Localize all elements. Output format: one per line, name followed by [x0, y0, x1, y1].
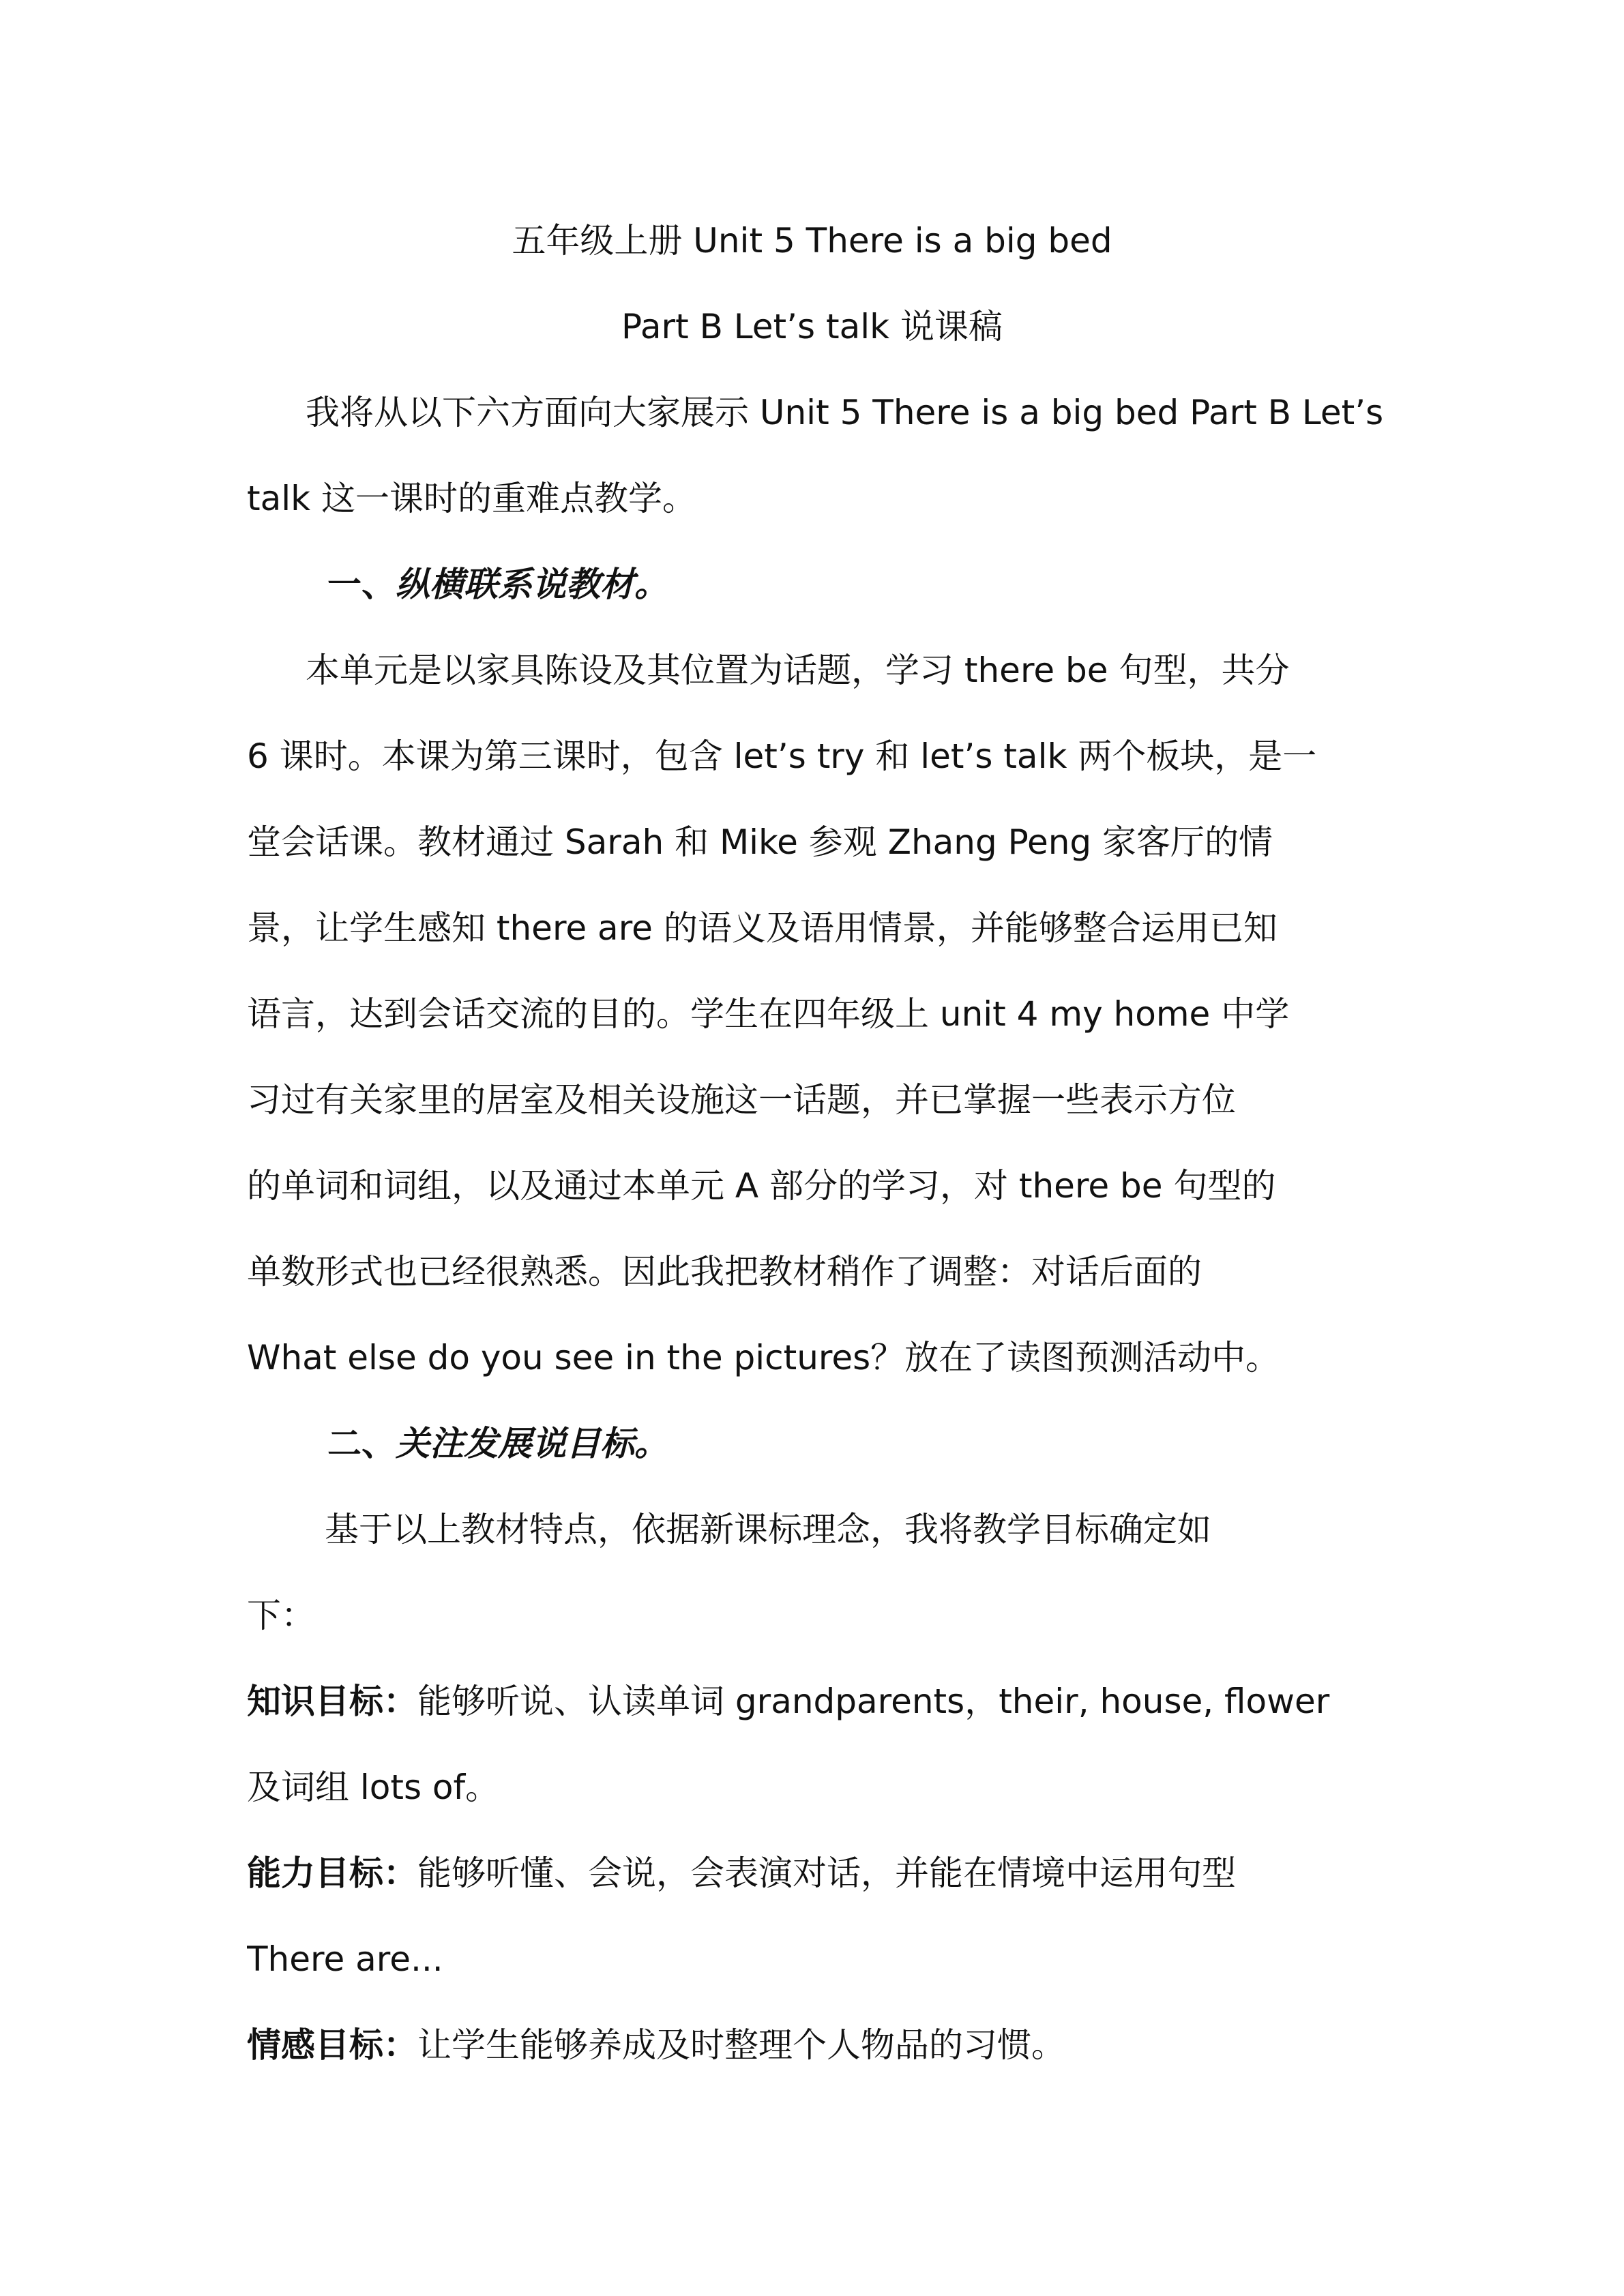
section-1-line: 习过有关家里的居室及相关设施这一话题，并已掌握一些表示方位: [247, 1080, 1236, 1120]
ability-goal-text: 能够听懂、会说，会表演对话，并能在情境中运用句型: [417, 1853, 1236, 1893]
emotion-goal-text: 让学生能够养成及时整理个人物品的习惯。: [417, 2025, 1065, 2065]
section-1-line: 本单元是以家具陈设及其位置为话题，学习 there be 句型，共分: [306, 651, 1290, 690]
section-2-heading: [327, 1418, 1391, 1469]
section-1-line: What else do you see in the pictures？放在了读图预测活动中。: [247, 1338, 1280, 1377]
section-2-line: 基于以上教材特点，依据新课标理念，我将教学目标确定如: [325, 1510, 1211, 1549]
ability-goal-label: 能力目标：: [247, 1853, 417, 1893]
emotion-goal-label: 情感目标：: [247, 2025, 417, 2065]
section-2-number: 二、: [327, 1424, 396, 1463]
ability-goal-continued: There are...: [247, 1939, 443, 1979]
knowledge-goal-continued: 及词组 lots of。: [247, 1768, 500, 1807]
section-1-title: 纵横联系说教材。: [396, 565, 668, 604]
ability-goal: [247, 1848, 1393, 1898]
section-1-line: 单数形式也已经很熟悉。因此我把教材稍作了调整：对话后面的: [247, 1252, 1202, 1292]
knowledge-goal-text: 能够听说、认读单词 grandparents，their, house, flower: [417, 1682, 1330, 1721]
section-2-title: 关注发展说目标。: [396, 1424, 668, 1463]
emotion-goal: [247, 2020, 1393, 2070]
section-1-line: 语言，达到会话交流的目的。学生在四年级上 unit 4 my home 中学: [247, 994, 1290, 1034]
section-1-number: 一、: [327, 565, 396, 604]
section-1-line: 景，让学生感知 there are 的语义及语用情景，并能够整合运用已知: [247, 908, 1278, 948]
knowledge-goal-label: 知识目标：: [247, 1682, 417, 1721]
section-1-heading: [327, 559, 1391, 610]
section-1-line: 6 课时。本课为第三课时，包含 let’s try 和 let’s talk 两个板块，是一: [247, 736, 1317, 776]
intro-line: talk 这一课时的重难点教学。: [247, 479, 696, 518]
section-1-line: 堂会话课。教材通过 Sarah 和 Mike 参观 Zhang Peng 家客厅的情: [247, 822, 1273, 862]
section-1-line: 的单词和词组，以及通过本单元 A 部分的学习，对 there be 句型的: [247, 1166, 1276, 1206]
intro-line: 我将从以下六方面向大家展示 Unit 5 There is a big bed Part B Let’s: [306, 393, 1384, 432]
knowledge-goal: [247, 1676, 1393, 1727]
section-2-line: 下：: [247, 1596, 315, 1635]
title-line-2: Part B Let’s talk 说课稿: [621, 307, 1003, 346]
title-line-1: 五年级上册 Unit 5 There is a big bed: [512, 221, 1112, 260]
